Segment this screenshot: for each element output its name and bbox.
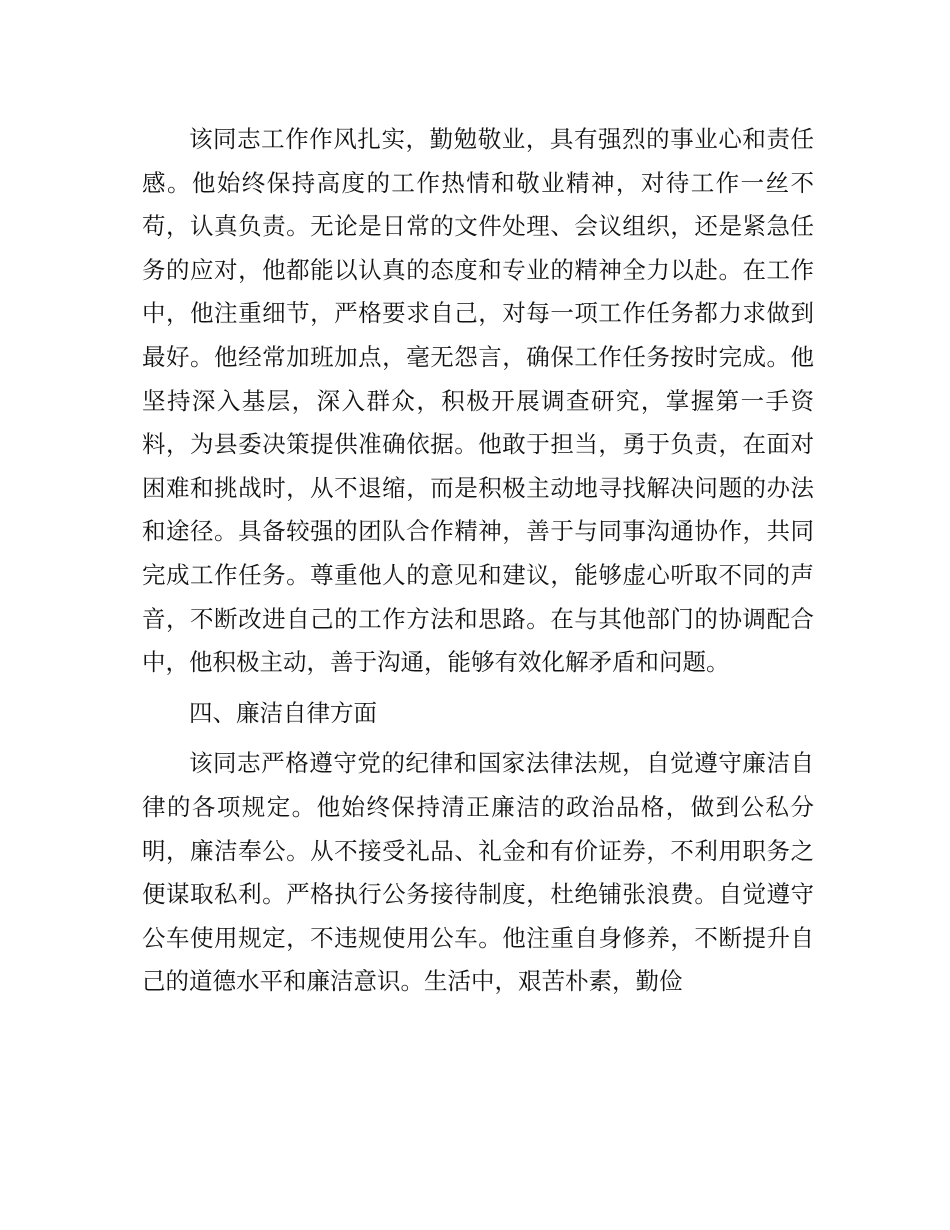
section-heading-integrity: 四、廉洁自律方面 <box>189 698 377 727</box>
paragraph-work-style: 该同志工作作风扎实，勤勉敬业，具有强烈的事业心和责任感。他始终保持高度的工作热情和敬业精神，对待工作一丝不苟，认真负责。无论是日常的文件处理、会议组织，还是紧急任务的应对，他都能以认真的态度和专业的精神全力以赴。在工作中，他注重细节，严格要求自己，对每一项工作任务都力求做到最好。他经常加班加点，毫无怨言，确保工作任务按时完成。他坚持深入基层，深入群众，积极开展调查研究，掌握第一手资料，为县委决策提供准确依据。他敢于担当，勇于负责，在面对困难和挑战时，从不退缩，而是积极主动地寻找解决问题的办法和途径。具备较强的团队合作精神，善于与同事沟通协作，共同完成工作任务。尊重他人的意见和建议，能够虚心听取不同的声音，不断改进自己的工作方法和思路。在与其他部门的协调配合中，他积极主动，善于沟通，能够有效化解矛盾和问题。 <box>142 125 814 677</box>
document-body <box>142 118 814 1004</box>
paragraph-integrity: 该同志严格遵守党的纪律和国家法律法规，自觉遵守廉洁自律的各项规定。他始终保持清正廉洁的政治品格，做到公私分明，廉洁奉公。从不接受礼品、礼金和有价证券，不利用职务之便谋取私利。严格执行公务接待制度，杜绝铺张浪费。自觉遵守公车使用规定，不违规使用公车。他注重自身修养，不断提升自己的道德水平和廉洁意识。生活中，艰苦朴素，勤俭 <box>142 749 814 996</box>
